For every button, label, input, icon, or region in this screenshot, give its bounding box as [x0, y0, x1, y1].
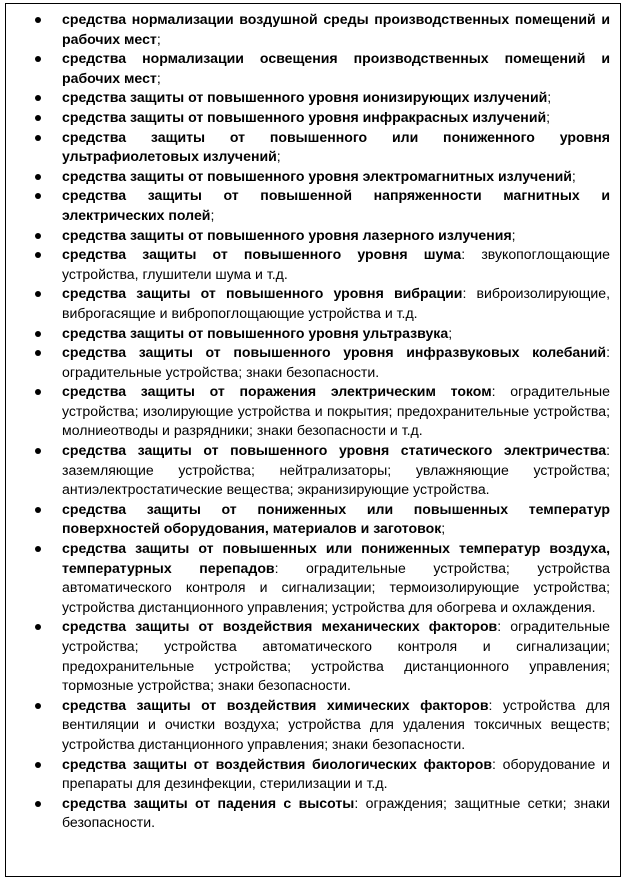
- list-item: [6, 108, 610, 128]
- bullet-icon: [35, 801, 41, 807]
- item-text: ;: [156, 30, 161, 47]
- item-heading: средства защиты от повышенного уровня инфракрасных излучений: [62, 108, 547, 125]
- item-text: : ограждения; защитные сетки; знаки безопасности.: [62, 794, 610, 831]
- bullet-icon: [35, 95, 41, 101]
- item-text: ;: [441, 520, 446, 537]
- list-item: [6, 284, 610, 323]
- bullet-icon: [35, 546, 41, 552]
- list-item: [6, 186, 610, 225]
- item-text: : оградительные устройства; знаки безопасности.: [62, 344, 610, 380]
- item-heading: средства защиты от повышенного уровня электромагнитных излучений: [62, 167, 572, 184]
- item-text: : оградительные устройства; изолирующие устройства и покрытия; предохранительные устройства; молниеотводы и разрядники; знаки безопасности и т.д.: [62, 383, 610, 439]
- list-item: [6, 696, 610, 755]
- bullet-icon: [35, 56, 41, 62]
- bullet-icon: [35, 252, 41, 258]
- bullet-icon: [35, 115, 41, 121]
- bullet-icon: [35, 233, 41, 239]
- bullet-icon: [35, 291, 41, 297]
- item-heading: средства защиты от воздействия биологических факторов: [62, 755, 492, 772]
- item-text: ;: [210, 206, 215, 223]
- list-item: [6, 49, 610, 88]
- item-heading: средства защиты от повышенных или пониженных температур воздуха, температурных перепадов: [62, 540, 610, 576]
- list-item: [6, 441, 610, 500]
- bullet-icon: [35, 703, 41, 709]
- item-heading: средства защиты от повышенного уровня ультразвука: [62, 324, 449, 341]
- item-heading: средства защиты от повышенного уровня лазерного излучения: [62, 226, 512, 243]
- bullet-icon: [35, 762, 41, 768]
- bullet-icon: [35, 507, 41, 513]
- bullet-icon: [35, 448, 41, 454]
- bullet-icon: [35, 193, 41, 199]
- item-heading: средства защиты от повышенной напряженности магнитных и электрических полей: [62, 187, 610, 223]
- item-heading: средства защиты от повышенного уровня инфразвуковых колебаний: [62, 344, 607, 361]
- bullet-icon: [35, 174, 41, 180]
- list-item: [6, 617, 610, 695]
- item-heading: средства защиты от поражения электрическим током: [62, 383, 492, 400]
- item-text: : звукопоглощающие устройства, глушители шума и т.д.: [62, 246, 610, 282]
- bullet-icon: [35, 389, 41, 395]
- item-heading: средства защиты от повышенного уровня ионизирующих излучений: [62, 89, 548, 106]
- document-page: [5, 3, 621, 877]
- list-item: [6, 382, 610, 441]
- list-item: [6, 794, 610, 833]
- list-item: [6, 539, 610, 617]
- item-text: ;: [276, 148, 281, 165]
- item-heading: средства нормализации освещения производственных помещений и рабочих мест: [62, 50, 610, 86]
- item-text: ;: [547, 89, 552, 106]
- item-heading: средства защиты от воздействия механических факторов: [62, 618, 498, 635]
- item-text: : оградительные устройства; устройства автоматического контроля и сигнализации; термоизолирующие устройства; устройства дистанционного управления; устройства для обогрева и охлаждения.: [62, 559, 610, 615]
- item-text: : устройства для вентиляции и очистки воздуха; устройства для удаления токсичных веществ; устройства дистанционного управления; знаки безопасности.: [62, 696, 610, 752]
- bullet-icon: [35, 17, 41, 23]
- bullet-list: [6, 4, 620, 833]
- item-text: : оградительные устройства; устройства автоматического контроля и сигнализации; предохранительные устройства; устройства дистанционного управления; тормозные устройства; знаки безопасности.: [62, 618, 611, 694]
- item-text: : оборудование и препараты для дезинфекции, стерилизации и т.д.: [62, 755, 610, 792]
- bullet-icon: [35, 331, 41, 337]
- item-heading: средства защиты от повышенного уровня статического электричества: [62, 442, 607, 459]
- item-heading: средства защиты от воздействия химических факторов: [62, 696, 489, 713]
- item-heading: средства защиты от пониженных или повышенных температур поверхностей оборудования, материалов и заготовок: [62, 500, 610, 537]
- list-item: [6, 324, 610, 344]
- item-text: ;: [546, 108, 551, 125]
- item-heading: средства защиты от падения с высоты: [62, 794, 355, 811]
- list-item: [6, 88, 610, 108]
- item-text: ;: [448, 324, 453, 341]
- list-item: [6, 10, 610, 49]
- list-item: [6, 226, 610, 246]
- list-item: [6, 245, 610, 284]
- list-item: [6, 128, 610, 167]
- item-text: : виброизолирующие, виброгасящие и вибропоглощающие устройства и т.д.: [62, 285, 610, 321]
- item-heading: средства защиты от повышенного уровня вибрации: [62, 285, 463, 302]
- bullet-icon: [35, 624, 41, 630]
- bullet-icon: [35, 135, 41, 141]
- item-text: ;: [511, 226, 516, 243]
- item-heading: средства нормализации воздушной среды производственных помещений и рабочих мест: [62, 11, 610, 47]
- list-item: [6, 755, 610, 794]
- item-heading: средства защиты от повышенного или пониженного уровня ультрафиолетовых излучений: [62, 128, 610, 165]
- item-text: ;: [156, 69, 161, 86]
- bullet-icon: [35, 350, 41, 356]
- item-text: ;: [571, 167, 576, 184]
- item-heading: средства защиты от повышенного уровня шума: [62, 246, 462, 263]
- list-item: [6, 500, 610, 539]
- item-text: : заземляющие устройства; нейтрализаторы; увлажняющие устройства; антиэлектростатические вещества; экранизирующие устройства.: [62, 442, 610, 498]
- list-item: [6, 167, 610, 187]
- list-item: [6, 343, 610, 382]
